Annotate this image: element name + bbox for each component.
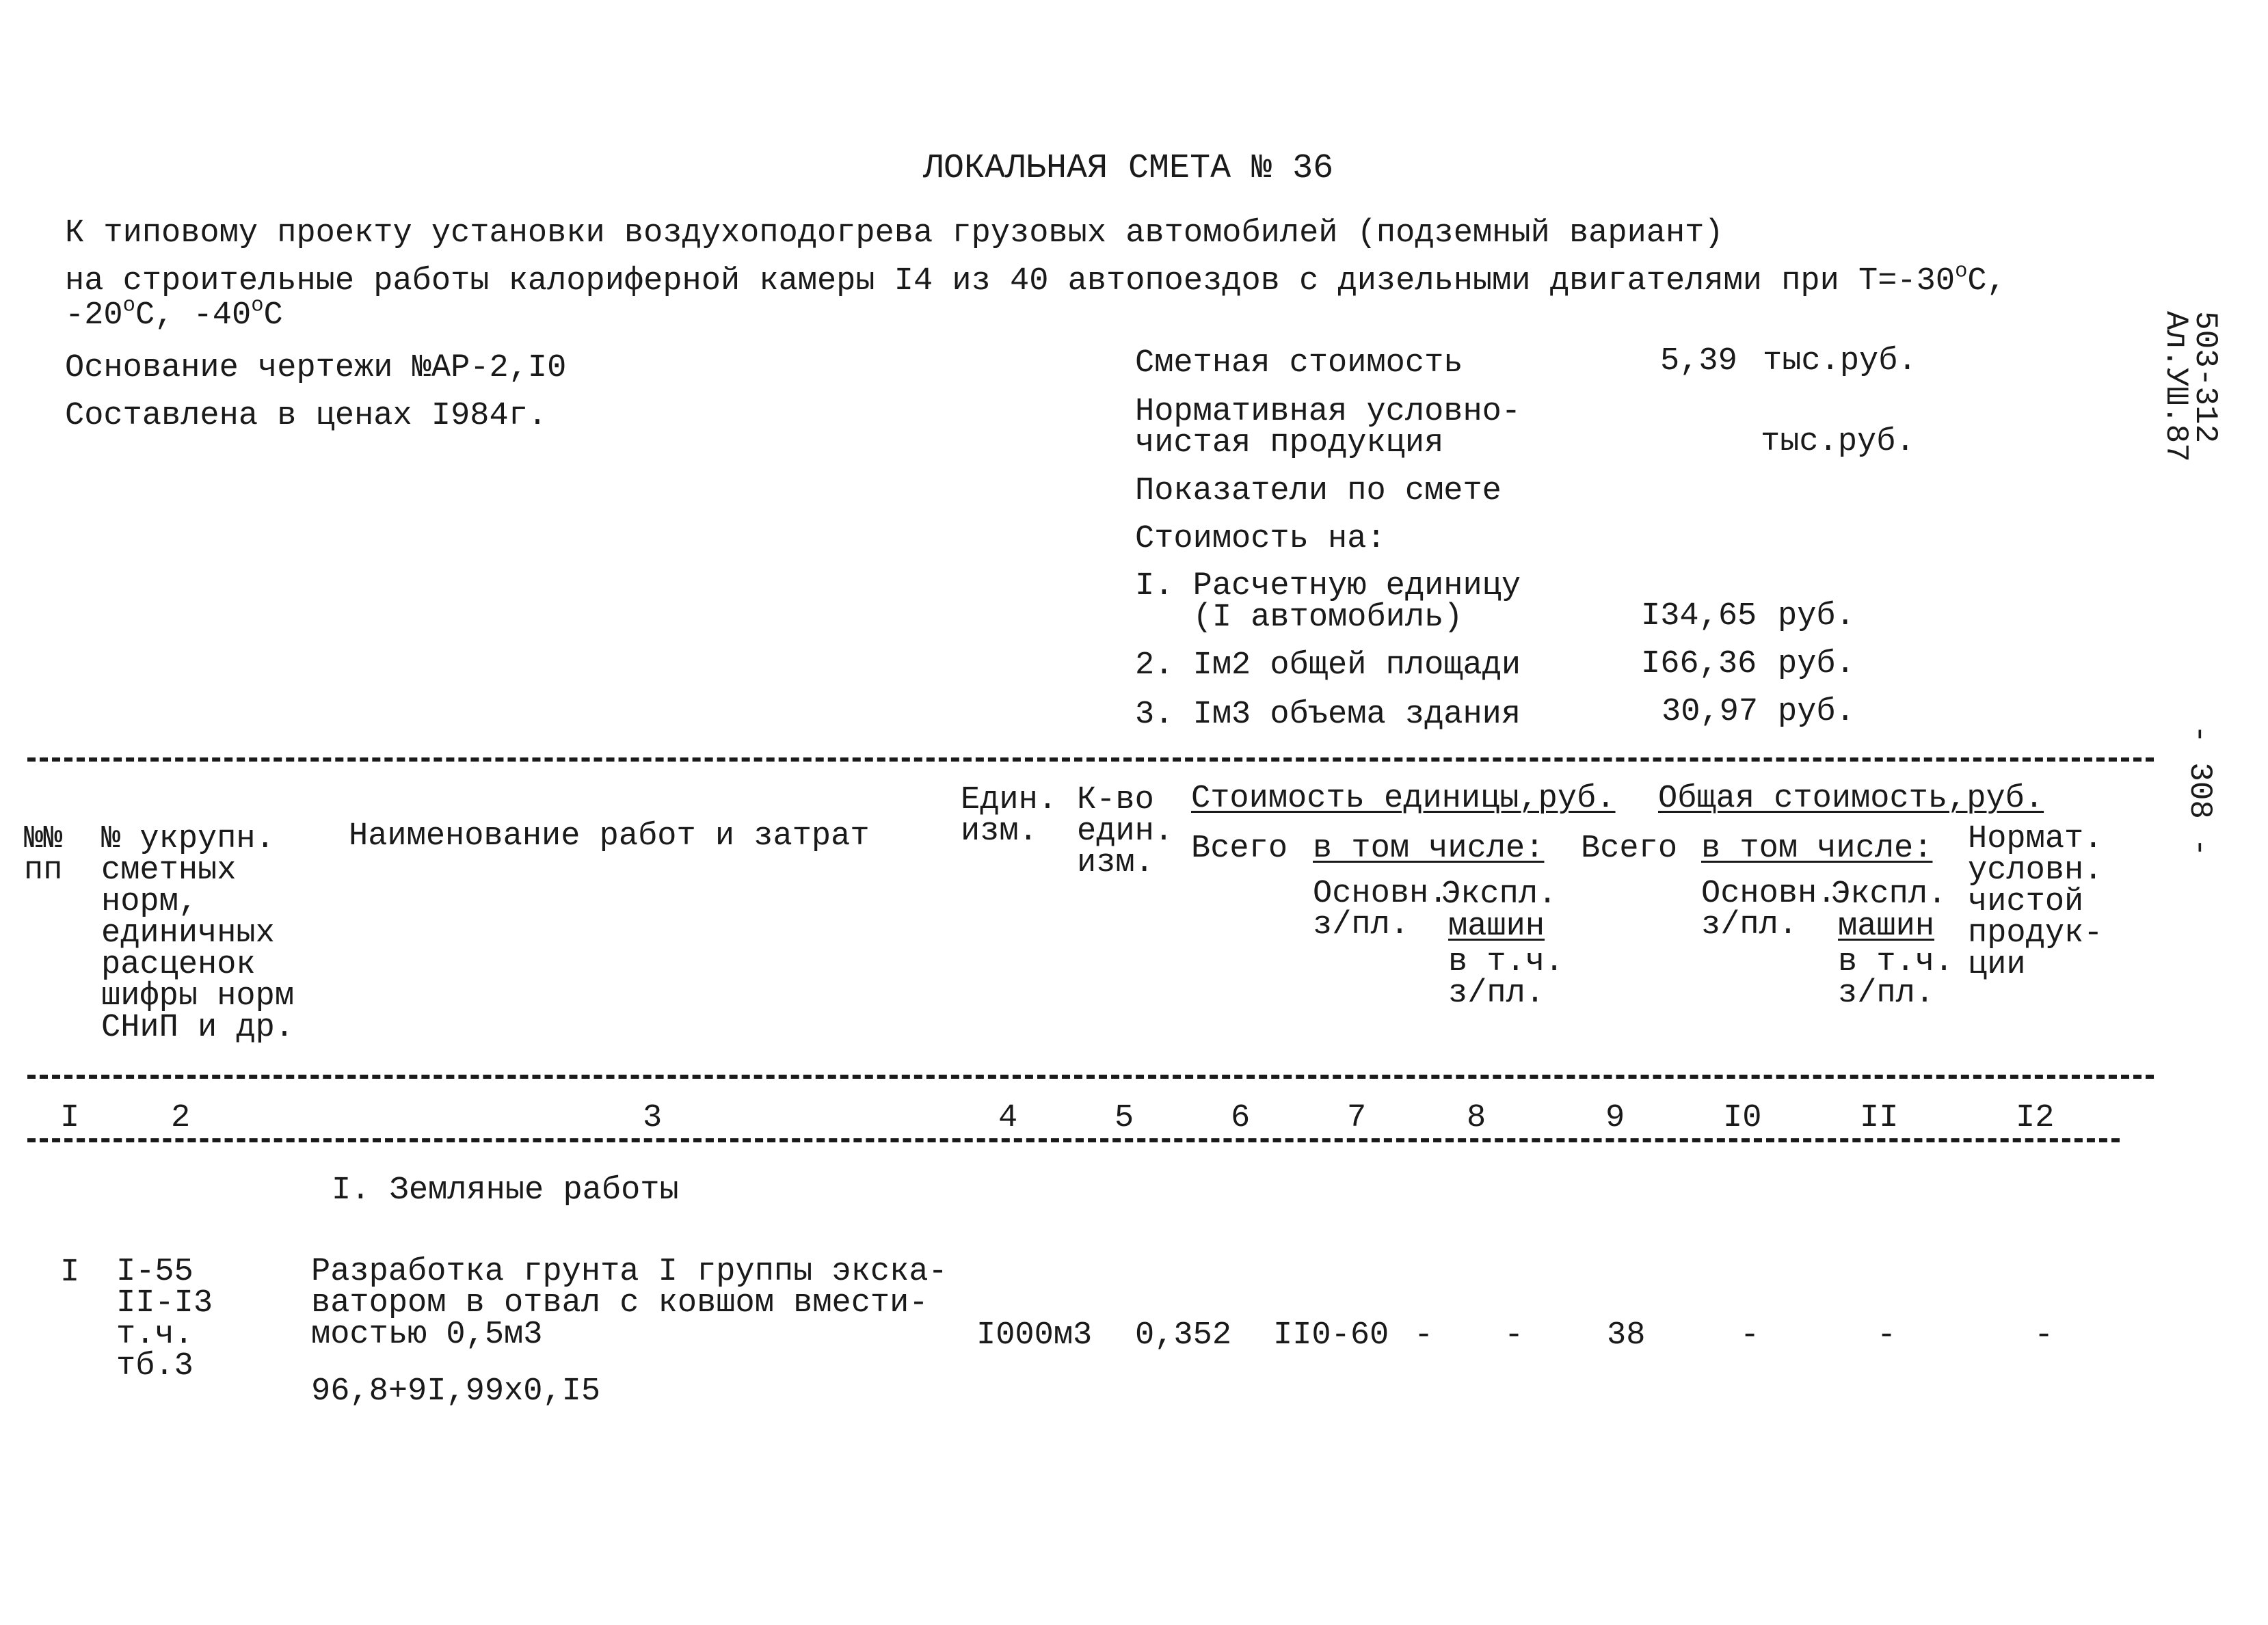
header-unit-machines: машин xyxy=(1448,909,1545,945)
page-title: ЛОКАЛЬНАЯ СМЕТА № 36 xyxy=(923,149,1334,188)
cost-for-label: Стоимость на: xyxy=(1135,521,1386,557)
column-number: I2 xyxy=(2016,1100,2055,1136)
header-unit-total: Всего xyxy=(1191,831,1288,867)
estimate-cost-label: Сметная стоимость xyxy=(1135,345,1463,381)
header-total-machines: машин xyxy=(1838,909,1935,945)
row-unit-total: II0-60 xyxy=(1273,1317,1389,1354)
subtitle-line-2: на строительные работы калориферной камеры I4 из 40 автопоездов с дизельными двигателями при $Т=-30^оС$, xyxy=(65,260,2006,299)
header-unit-incl: в том числе: xyxy=(1313,831,1545,867)
indicator-item-2-label: 2. Iм2 общей площади xyxy=(1135,647,1521,684)
album-number: Ал.УШ.87 xyxy=(2158,311,2193,462)
column-number: 3 xyxy=(643,1100,663,1136)
basis-drawings: Основание чертежи №АР-2,I0 xyxy=(65,350,567,386)
column-number: 5 xyxy=(1115,1100,1134,1136)
header-col-12: Нормат. условн. чистой продук- ции xyxy=(1968,821,2103,984)
indicator-item-1-value: I34,65 xyxy=(1641,598,1757,634)
header-col-2: № укрупн. сметных норм, единичных расценок шифры норм СНиП и др. xyxy=(101,821,295,1047)
row-total-base-wage: - xyxy=(1740,1317,1760,1354)
header-total-total: Всего xyxy=(1581,831,1678,867)
row-number: I xyxy=(60,1254,80,1291)
indicator-item-3-value: 30,97 xyxy=(1662,694,1759,730)
column-number: 7 xyxy=(1347,1100,1367,1136)
header-total-incl: в том числе: xyxy=(1701,831,1933,867)
header-unit-base-wage: Основн. з/пл. xyxy=(1313,876,1448,944)
row-normative: - xyxy=(2034,1317,2054,1354)
normative-unit: тыс.руб. xyxy=(1761,424,1915,460)
header-unit-incl-wage: в т.ч. з/пл. xyxy=(1448,944,1564,1012)
indicator-item-1-label: I. Расчетную единицу (I автомобиль) xyxy=(1135,568,1521,636)
header-col-5: К-во един. изм. xyxy=(1077,782,1174,882)
header-unit-machine-op: Экспл. xyxy=(1441,876,1558,913)
column-number: I0 xyxy=(1723,1100,1762,1136)
header-total-base-wage: Основн. з/пл. xyxy=(1701,876,1837,944)
project-code: 503-312 xyxy=(2187,311,2223,444)
indicator-item-3-label: 3. Iм3 объема здания xyxy=(1135,697,1521,733)
header-col-1: №№ пп xyxy=(24,821,63,889)
indicators-label: Показатели по смете xyxy=(1135,473,1502,509)
row-formula: 96,8+9I,99х0,I5 xyxy=(311,1373,601,1410)
header-unit-cost-group: Стоимость единицы,руб. xyxy=(1191,781,1616,817)
page-number: - 308 - xyxy=(2182,725,2217,857)
column-number: 9 xyxy=(1605,1100,1625,1136)
section-title: I. Земляные работы xyxy=(332,1172,679,1209)
header-total-incl-wage: в т.ч. з/пл. xyxy=(1838,944,1954,1012)
row-unit: I000м3 xyxy=(976,1317,1093,1354)
subtitle-line-1: К типовому проекту установки воздухоподогрева грузовых автомобилей (подземный вариант) xyxy=(65,215,1724,252)
header-col-3: Наименование работ и затрат xyxy=(349,818,870,855)
indicator-item-1-unit: руб. xyxy=(1778,598,1855,634)
price-level: Составлена в ценах I984г. xyxy=(65,398,548,434)
row-unit-machine: - xyxy=(1504,1317,1524,1354)
indicator-item-2-unit: руб. xyxy=(1778,646,1855,682)
normative-label: Нормативная условно- чистая продукция xyxy=(1135,394,1521,462)
column-number: 8 xyxy=(1467,1100,1486,1136)
row-name: Разработка грунта I группы экска- ватором в отвал с ковшом вмести- мостью 0,5м3 xyxy=(311,1254,948,1354)
subtitle-line-3: $-20^оС$, $-40^оС$ xyxy=(65,294,283,334)
column-number: 2 xyxy=(171,1100,191,1136)
row-unit-base-wage: - xyxy=(1414,1317,1434,1354)
estimate-cost-unit: тыс.руб. xyxy=(1763,343,1917,379)
column-numbers-rule xyxy=(27,1138,2120,1142)
column-number: 4 xyxy=(998,1100,1018,1136)
row-total: 38 xyxy=(1607,1317,1646,1354)
header-bottom-rule xyxy=(27,1075,2154,1079)
column-number: 6 xyxy=(1231,1100,1251,1136)
row-code: I-55 II-I3 т.ч. тб.3 xyxy=(116,1254,213,1385)
header-total-cost-group: Общая стоимость,руб. xyxy=(1658,781,2044,817)
header-total-machine-op: Экспл. xyxy=(1831,876,1947,913)
header-col-4: Един. изм. xyxy=(961,782,1058,850)
column-number: II xyxy=(1860,1100,1899,1136)
indicator-item-2-value: I66,36 xyxy=(1641,646,1757,682)
row-total-machine: - xyxy=(1877,1317,1897,1354)
table-top-rule xyxy=(27,757,2154,762)
row-qty: 0,352 xyxy=(1135,1317,1232,1354)
indicator-item-3-unit: руб. xyxy=(1778,694,1855,730)
column-number: I xyxy=(60,1100,80,1136)
estimate-cost-value: 5,39 xyxy=(1660,343,1737,379)
